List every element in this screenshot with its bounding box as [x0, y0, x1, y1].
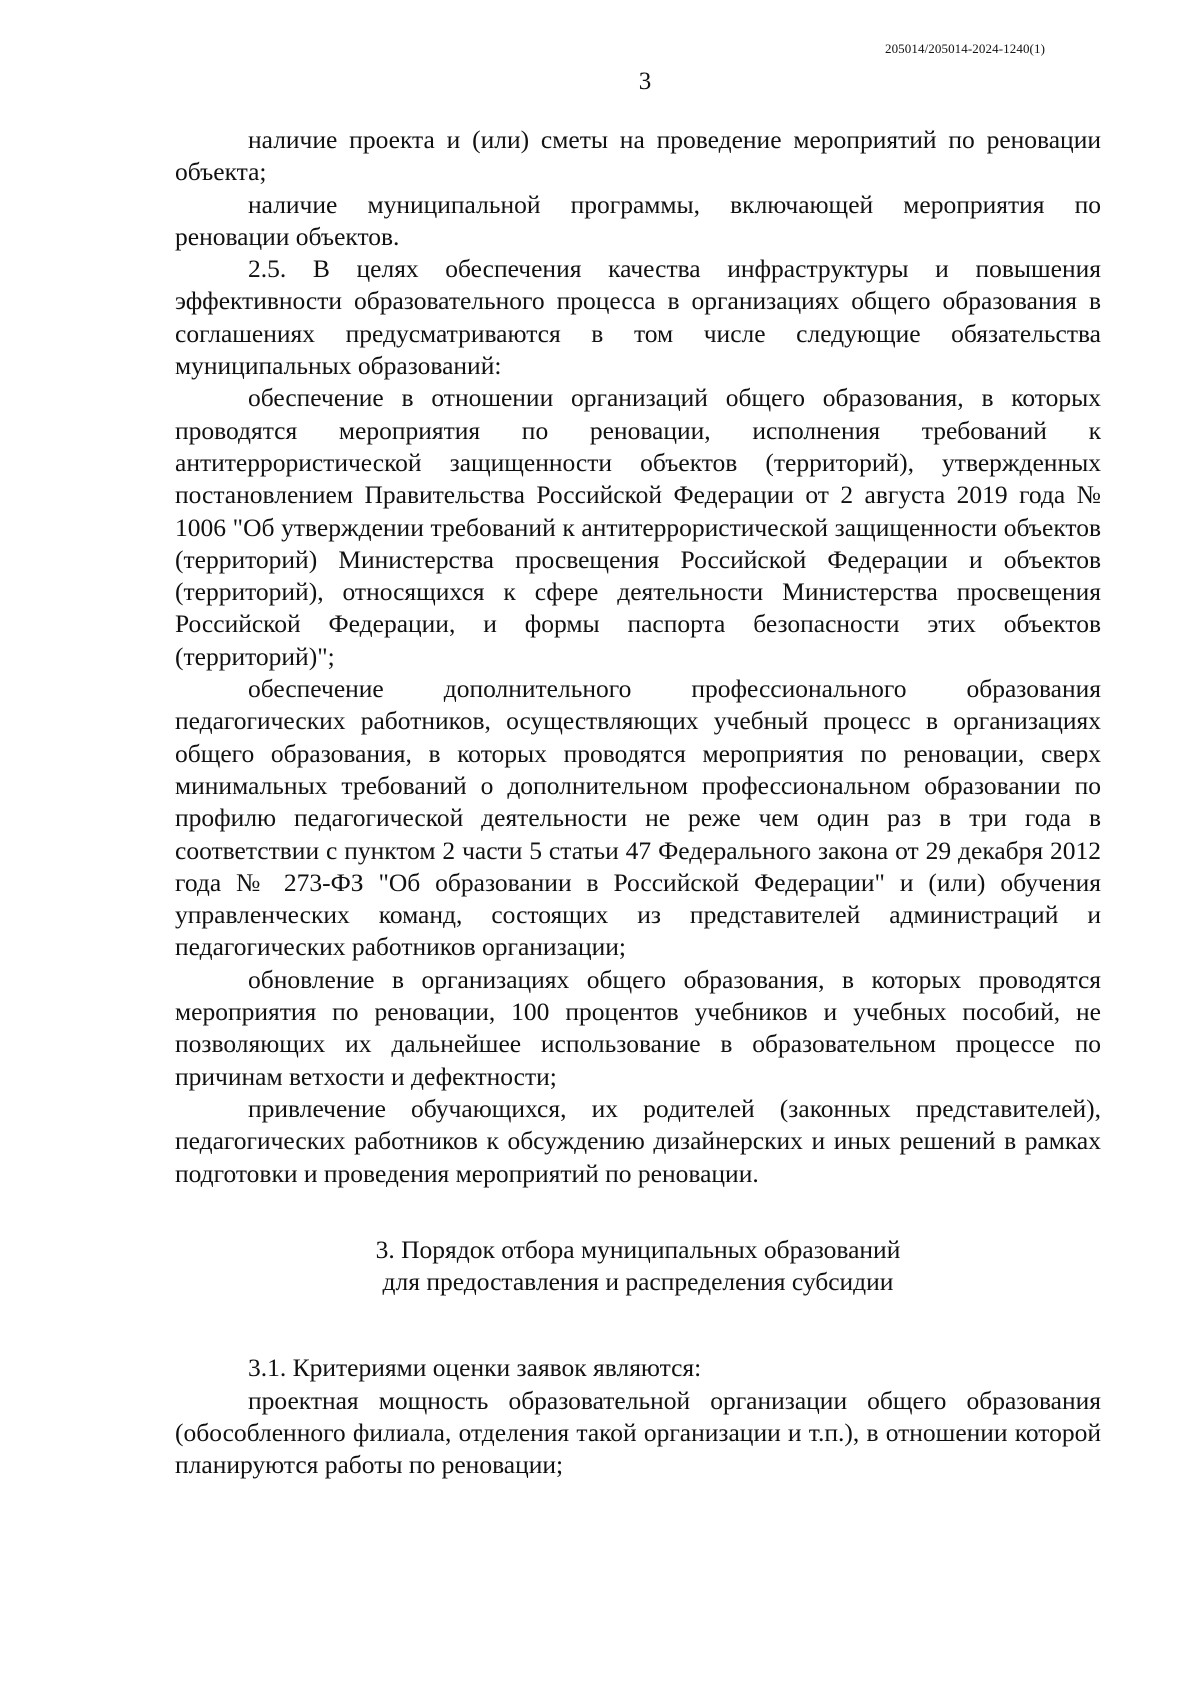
paragraph: обеспечение дополнительного профессионального образования педагогических работников, осуществляющих учебный процесс в организациях общего образования, в которых проводятся мероприятия по реновации, сверх минимальных требований о дополнительном профессиональном образовании по профилю педагогической деятельности не реже чем один раз в три года в соответствии с пунктом 2 части 5 статьи 47 Федерального закона от 29 декабря 2012 года № 273-ФЗ "Об образовании в Российской Федерации" и (или) обучения управленческих команд, состоящих из представителей администраций и педагогических работников организации;	[175, 674, 1101, 962]
section-heading-line: для предоставления и распределения субсидии	[382, 1267, 894, 1297]
page-number: 3	[638, 68, 652, 95]
paragraph: наличие муниципальной программы, включающей мероприятия по реновации объектов.	[175, 189, 1101, 251]
paragraph: обновление в организациях общего образования, в которых проводятся мероприятия по реновации, 100 процентов учебников и учебных пособий, не позволяющих их дальнейшее использование в образовательном процессе по причинам ветхости и дефектности;	[175, 964, 1101, 1091]
paragraph: обеспечение в отношении организаций общего образования, в которых проводятся мероприятия по реновации, исполнения требований к антитеррористической защищенности объектов (территорий), утвержденных постановлением Правительства Российской Федерации от 2 августа 2019 года № 1006 "Об утверждении требований к антитеррористической защищенности объектов (территорий) Министерства просвещения Российской Федерации и объектов (территорий), относящихся к сфере деятельности Министерства просвещения Российской Федерации, и формы паспорта безопасности этих объектов (территорий)";	[175, 383, 1101, 671]
section-heading	[175, 1234, 1101, 1299]
registration-number: 205014/205014-2024-1240(1)	[884, 41, 1045, 56]
paragraph: 2.5. В целях обеспечения качества инфраструктуры и повышения эффективности образовательного процесса в организациях общего образования в соглашениях предусматриваются в том числе следующие обязательства муниципальных образований:	[175, 254, 1101, 381]
section-heading-line: 3. Порядок отбора муниципальных образований	[375, 1234, 901, 1264]
document-body	[175, 124, 1101, 1482]
paragraph: 3.1. Критериями оценки заявок являются:	[248, 1353, 702, 1383]
paragraph: привлечение обучающихся, их родителей (законных представителей), педагогических работников к обсуждению дизайнерских и иных решений в рамках подготовки и проведения мероприятий по реновации.	[175, 1093, 1101, 1188]
paragraph: наличие проекта и (или) сметы на проведение мероприятий по реновации объекта;	[175, 125, 1101, 187]
paragraph: проектная мощность образовательной организации общего образования (обособленного филиала, отделения такой организации и т.п.), в отношении которой планируются работы по реновации;	[175, 1385, 1101, 1480]
